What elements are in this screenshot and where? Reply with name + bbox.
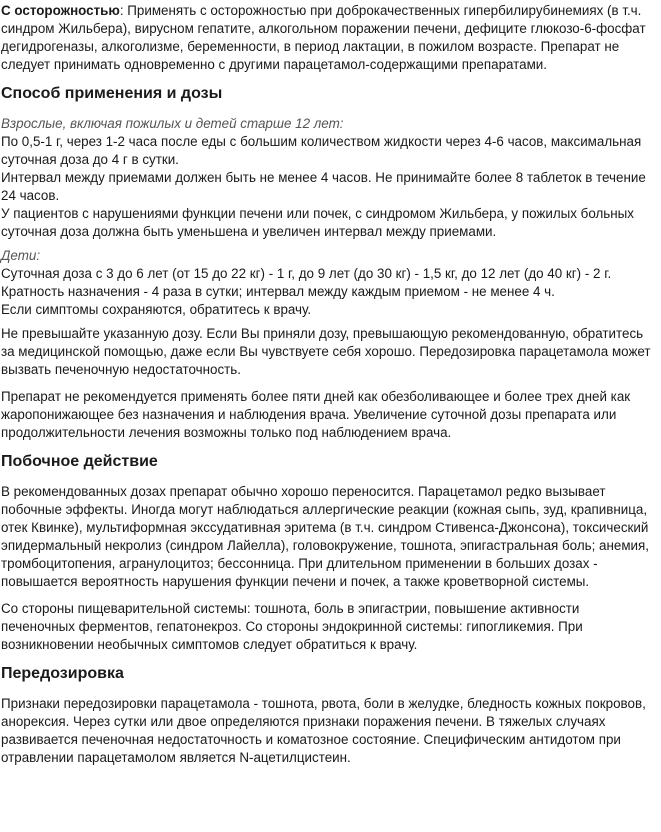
caution-label: С осторожностью — [1, 3, 120, 18]
children-line-1: Суточная доза с 3 до 6 лет (от 15 до 22 кг) - 1 г, до 9 лет (до 30 кг) - 1,5 кг, до 12 лет (до 40 кг) - 2 г. Кратность назначения - 4 раза в сутки; интервал между каждым приемом - не менее 4 ч. — [1, 266, 612, 299]
duration-paragraph: Препарат не рекомендуется применять более пяти дней как обезболивающее и более трех дней как жаропонижающее без назначения и наблюдения врача. Увеличение суточной дозы препарата или продолжительности лечения возможны только под наблюдением врача. — [1, 389, 631, 440]
caution-text: : Применять с осторожностью при доброкачественных гипербилирубинемиях (в т.ч. синдром Жильбера), вирусном гепатите, алкогольном поражении печени, дефиците глюкозо-6-фосфат дегидрогеназы, алкоголизме, беременности, в период лактации, в пожилом возрасте. Препарат не следует принимать одновременно с другими парацетамол-содержащими препаратами. — [1, 3, 646, 72]
adults-block — [1, 115, 653, 241]
dose-warning-paragraph: Не превышайте указанную дозу. Если Вы приняли дозу, превышающую рекомендованную, обратитесь за медицинской помощью, даже если Вы чувствуете себя хорошо. Передозировка парацетамола может вызвать печеночную недостаточность. — [1, 326, 651, 377]
adults-label: Взрослые, включая пожилых и детей старше 12 лет: — [1, 116, 344, 131]
overdose-paragraph-1: Признаки передозировки парацетамола - тошнота, рвота, боли в желудке, бледность кожных покровов, анорексия. Через сутки или двое определяются признаки поражения печени. В тяжелых случаях развивается печеночная недостаточность и коматозное состояние. Специфическим антидотом при отравлении парацетамолом является N-ацетилцистеин. — [1, 696, 646, 765]
adults-line-1: По 0,5-1 г, через 1-2 часа после еды с большим количеством жидкости через 4-6 часов, максимальная суточная доза до 4 г в сутки. — [1, 134, 642, 167]
side-effects-paragraph-2: Со стороны пищеварительной системы: тошнота, боль в эпигастрии, повышение активности печеночных ферментов, гепатонекроз. Со стороны эндокринной системы: гипогликемия. При возникновении необычных симптомов следует обратиться к врачу. — [1, 601, 583, 652]
overdose-heading: Передозировка — [1, 665, 124, 682]
adults-line-3: У пациентов с нарушениями функции печени или почек, с синдромом Жильбера, у пожилых больных суточная доза должна быть уменьшена и увеличен интервал между приемами. — [1, 206, 635, 239]
children-line-2: Если симптомы сохраняются, обратитесь к врачу. — [1, 302, 312, 317]
dosage-heading: Способ применения и дозы — [1, 85, 223, 102]
children-label: Дети: — [1, 248, 41, 263]
children-block — [1, 247, 653, 319]
adults-line-2: Интервал между приемами должен быть не менее 4 часов. Не принимайте более 8 таблеток в течение 24 часов. — [1, 170, 646, 203]
side-effects-paragraph-1: В рекомендованных дозах препарат обычно хорошо переносится. Парацетамол редко вызывает побочные эффекты. Иногда могут наблюдаться аллергические реакции (кожная сыпь, зуд, крапивница, отек Квинке), мультиформная экссудативная эритема (в т.ч. синдром Стивенса-Джонсона), токсический эпидермальный некролиз (синдром Лайелла), головокружение, тошнота, эпигастральная боль; анемия, тромбоцитопения, агранулоцитоз; бессонница. При длительном применении в больших дозах - повышается вероятность нарушения функции печени и почек, а также кроветворной системы. — [1, 484, 649, 589]
caution-paragraph — [1, 2, 653, 74]
side-effects-heading: Побочное действие — [1, 453, 158, 470]
